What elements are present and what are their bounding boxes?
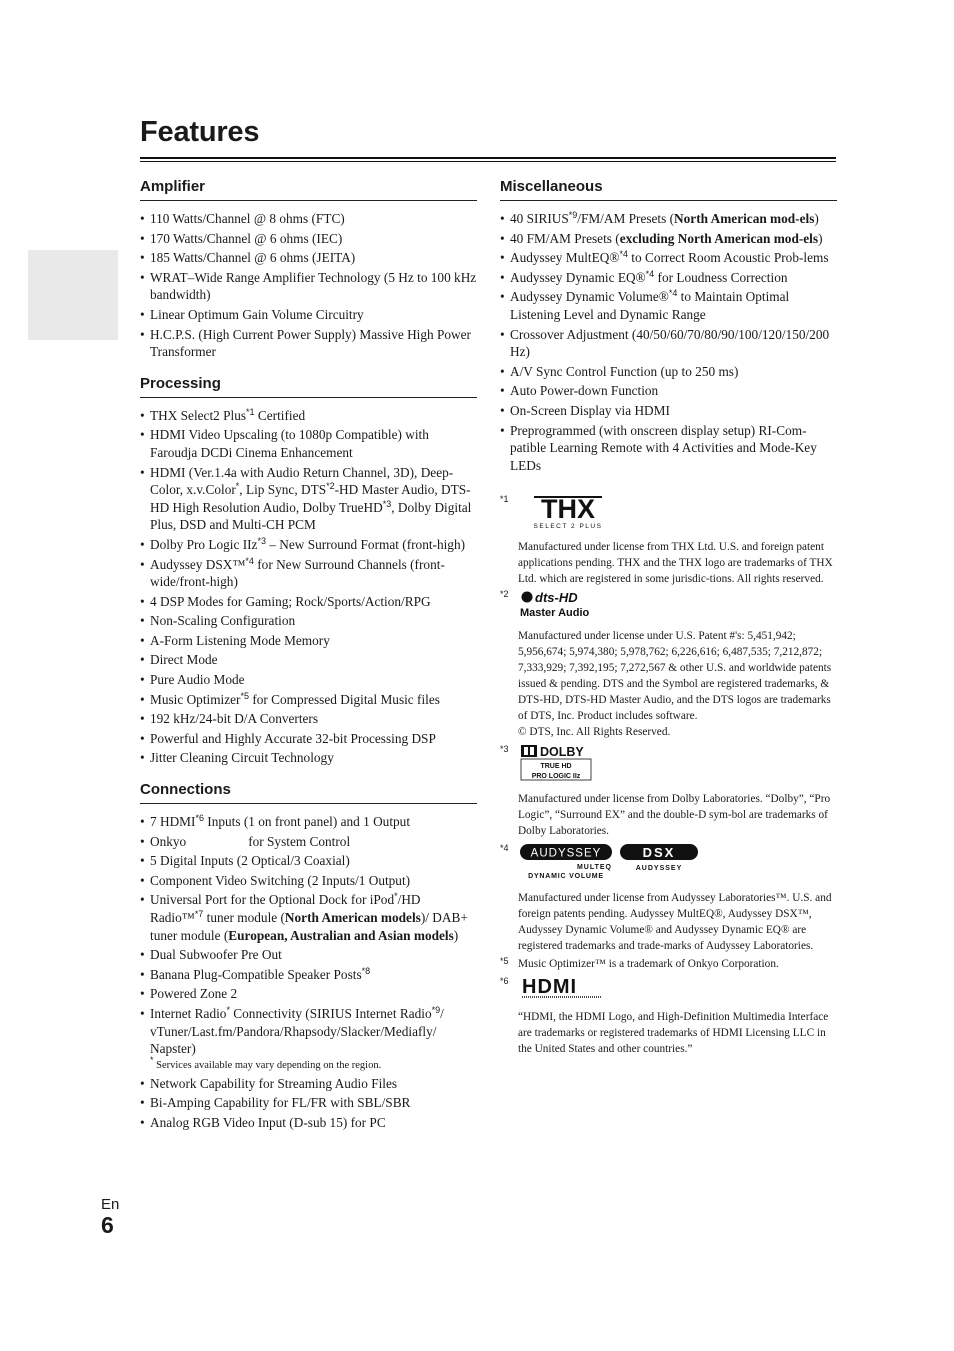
footnote-text: Manufactured under license from THX Ltd. U.S. and foreign patent applications pending. THX and the THX logo are trademarks of THX Ltd. which are registered in some jurisdic-tions. All rights reserved.: [518, 541, 833, 586]
connections-heading: Connections: [140, 781, 477, 804]
footnote-mark: *4: [500, 843, 509, 854]
list-item: • Pure Audio Mode: [140, 671, 477, 689]
list-item: • 4 DSP Modes for Gaming; Rock/Sports/Action/RPG: [140, 593, 477, 611]
list-item: • Jitter Cleaning Circuit Technology: [140, 749, 477, 767]
svg-text:DOLBY: DOLBY: [540, 745, 584, 760]
svg-text:HDMI: HDMI: [522, 976, 578, 999]
processing-heading: Processing: [140, 375, 477, 398]
list-item: • 192 kHz/24-bit D/A Converters: [140, 710, 477, 728]
footnote-5: [500, 956, 837, 972]
svg-text:TRUE HD: TRUE HD: [540, 763, 572, 771]
list-item: • Powerful and Highly Accurate 32-bit Processing DSP: [140, 730, 477, 748]
list-item: • Direct Mode: [140, 651, 477, 669]
thx-logo: [532, 494, 837, 535]
audyssey-logos: [520, 843, 837, 886]
list-item: • HDMI Video Upscaling (to 1080p Compatible) with Faroudja DCDi Cinema Enhancement: [140, 426, 477, 461]
amplifier-heading: Amplifier: [140, 178, 477, 201]
radio-note: * Services available may vary depending on the region.: [150, 1054, 382, 1071]
connections-list: [140, 813, 477, 1132]
list-item: • Internet Radio* Connectivity (SIRIUS Internet Radio$^{*9}$/ vTuner/Last.fm/Pandora/Rhapsody/Slacker/Mediafly/ Napster): [140, 1005, 477, 1058]
processing-list: [140, 407, 477, 767]
list-item: • Crossover Adjustment (40/50/60/70/80/90/100/120/150/200 Hz): [500, 326, 837, 361]
footnote-mark: *2: [500, 589, 509, 600]
svg-text:dts-HD: dts-HD: [535, 590, 578, 606]
dts-hd-logo: [520, 589, 837, 624]
dolby-logo: [520, 744, 837, 787]
svg-text:AUDYSSEY: AUDYSSEY: [635, 865, 683, 873]
footnote-text: Manufactured under license from Audyssey Laboratories™. U.S. and foreign patents pending. Audyssey MultEQ®, Audyssey DSX™, Audyssey Dynamic Volume® and Audyssey Dynamic EQ® are registered trademarks and trade-marks of Audyssey Laboratories.: [518, 892, 832, 953]
svg-text:MULTEQ: MULTEQ: [576, 864, 612, 872]
footnote-2: [500, 589, 837, 740]
list-item: • Bi-Amping Capability for FL/FR with SBL/SBR: [140, 1094, 477, 1112]
list-item: • Non-Scaling Configuration: [140, 612, 477, 630]
list-item: • Auto Power-down Function: [500, 382, 837, 400]
list-item: • 5 Digital Inputs (2 Optical/3 Coaxial): [140, 852, 477, 870]
footnote-3: [500, 744, 837, 839]
footnote-mark: *1: [500, 494, 509, 505]
page-language: En: [101, 1196, 120, 1213]
svg-text:Master Audio: Master Audio: [520, 607, 590, 620]
list-item: • 40 SIRIUS$^{*9}$/FM/AM Presets (North American mod-els): [500, 210, 837, 228]
list-item: • Universal Port for the Optional Dock for iPod*/HD Radio™$^{*7}$ tuner module (North American models)/ DAB+ tuner module (European, Australian and Asian models): [140, 891, 477, 944]
list-item: • Dolby Pro Logic IIz$^{*3}$ – New Surround Format (front-high): [140, 536, 477, 554]
list-item: • On-Screen Display via HDMI: [500, 402, 837, 420]
footnote-text: “HDMI, the HDMI Logo, and High-Definition Multimedia Interface are trademarks or registered trademarks of HDMI Licensing LLC in the United States and other countries.”: [518, 1011, 829, 1056]
side-tab-marker: [28, 250, 118, 340]
list-item: • H.C.P.S. (High Current Power Supply) Massive High Power Transformer: [140, 326, 477, 361]
footnote-text: Manufactured under license under U.S. Patent #'s: 5,451,942; 5,956,674; 5,974,380; 5,978,762; 6,226,616; 6,487,535; 7,212,872; 7,333,929; 7,392,195; 7,272,567 & other U.S. and worldwide patents issued & pending. DTS and the Symbol are registered trademarks, & DTS-HD, DTS-HD Master Audio, and the DTS logos are trademarks of DTS, Inc. Product includes software.: [518, 630, 832, 723]
list-item: • 7 HDMI$^{*6}$ Inputs (1 on front panel) and 1 Output: [140, 813, 477, 831]
list-item: • A-Form Listening Mode Memory: [140, 632, 477, 650]
svg-text:SELECT 2 PLUS: SELECT 2 PLUS: [533, 523, 603, 531]
title-rule-thin: [140, 161, 836, 162]
list-item: • 110 Watts/Channel @ 8 ohms (FTC): [140, 210, 477, 228]
list-item: • Audyssey DSX™$^{*4}$ for New Surround Channels (front-wide/front-high): [140, 556, 477, 591]
footnote-text: Music Optimizer™ is a trademark of Onkyo Corporation.: [518, 958, 779, 971]
svg-text:AUDYSSEY: AUDYSSEY: [530, 847, 602, 860]
misc-heading: Miscellaneous: [500, 178, 837, 201]
list-item: • 40 FM/AM Presets (excluding North American mod-els): [500, 230, 837, 248]
list-item: • Dual Subwoofer Pre Out: [140, 946, 477, 964]
list-item: • Powered Zone 2: [140, 985, 477, 1003]
footnote-copyright: © DTS, Inc. All Rights Reserved.: [518, 726, 671, 739]
list-item: • A/V Sync Control Function (up to 250 ms): [500, 363, 837, 381]
list-item: • 170 Watts/Channel @ 6 ohms (IEC): [140, 230, 477, 248]
list-item: • Analog RGB Video Input (D-sub 15) for PC: [140, 1114, 477, 1132]
footnote-mark: *3: [500, 744, 509, 755]
footnote-text: Manufactured under license from Dolby Laboratories. “Dolby”, “Pro Logic”, “Surround EX” and the double-D sym-bol are trademarks of Dolby Laboratories.: [518, 793, 831, 838]
list-item: • HDMI (Ver.1.4a with Audio Return Channel, 3D), Deep-Color, x.v.Color*, Lip Sync, DTS$^{*2}$-HD Master Audio, DTS-HD High Resolution Audio, Dolby TrueHD$^{*3}$, Dolby Digital Plus, DSD and Multi-CH PCM: [140, 464, 477, 534]
footnote-4: [500, 843, 837, 954]
right-column: [500, 178, 837, 1059]
footnote-mark: *5: [500, 956, 509, 967]
amplifier-list: [140, 210, 477, 361]
list-item: • Onkyo for System Control: [140, 833, 477, 851]
list-item: • WRAT–Wide Range Amplifier Technology (5 Hz to 100 kHz bandwidth): [140, 269, 477, 304]
left-column: [140, 178, 477, 1146]
footnote-1: [500, 494, 837, 587]
list-item: • Music Optimizer$^{*5}$ for Compressed Digital Music files: [140, 691, 477, 709]
svg-text:PRO LOGIC IIz: PRO LOGIC IIz: [531, 773, 581, 781]
svg-text:THX: THX: [541, 494, 595, 525]
misc-list: [500, 210, 837, 474]
footnote-mark: *6: [500, 976, 509, 987]
list-item: • Audyssey Dynamic Volume®$^{*4}$ to Maintain Optimal Listening Level and Dynamic Range: [500, 288, 837, 323]
list-item: • Audyssey MultEQ®$^{*4}$ to Correct Room Acoustic Prob-lems: [500, 249, 837, 267]
svg-text:DYNAMIC VOLUME: DYNAMIC VOLUME: [528, 873, 604, 881]
list-item: • Banana Plug-Compatible Speaker Posts$^{*8}$: [140, 966, 477, 984]
footnote-6: [500, 976, 837, 1057]
list-item: • Linear Optimum Gain Volume Circuitry: [140, 306, 477, 324]
list-item: • 185 Watts/Channel @ 6 ohms (JEITA): [140, 249, 477, 267]
list-item: • THX Select2 Plus$^{*1}$ Certified: [140, 407, 477, 425]
page-title: Features: [140, 116, 260, 148]
hdmi-logo: [522, 976, 837, 1005]
title-rule: [140, 157, 836, 159]
svg-text:DSX: DSX: [642, 845, 676, 861]
list-item: • Component Video Switching (2 Inputs/1 Output): [140, 872, 477, 890]
list-item: • Network Capability for Streaming Audio Files: [140, 1075, 477, 1093]
page-number: 6: [101, 1212, 114, 1238]
list-item: • Audyssey Dynamic EQ®$^{*4}$ for Loudness Correction: [500, 269, 837, 287]
list-item: • Preprogrammed (with onscreen display setup) RI-Com-patible Learning Remote with 4 Activities and Mode-Key LEDs: [500, 422, 837, 475]
